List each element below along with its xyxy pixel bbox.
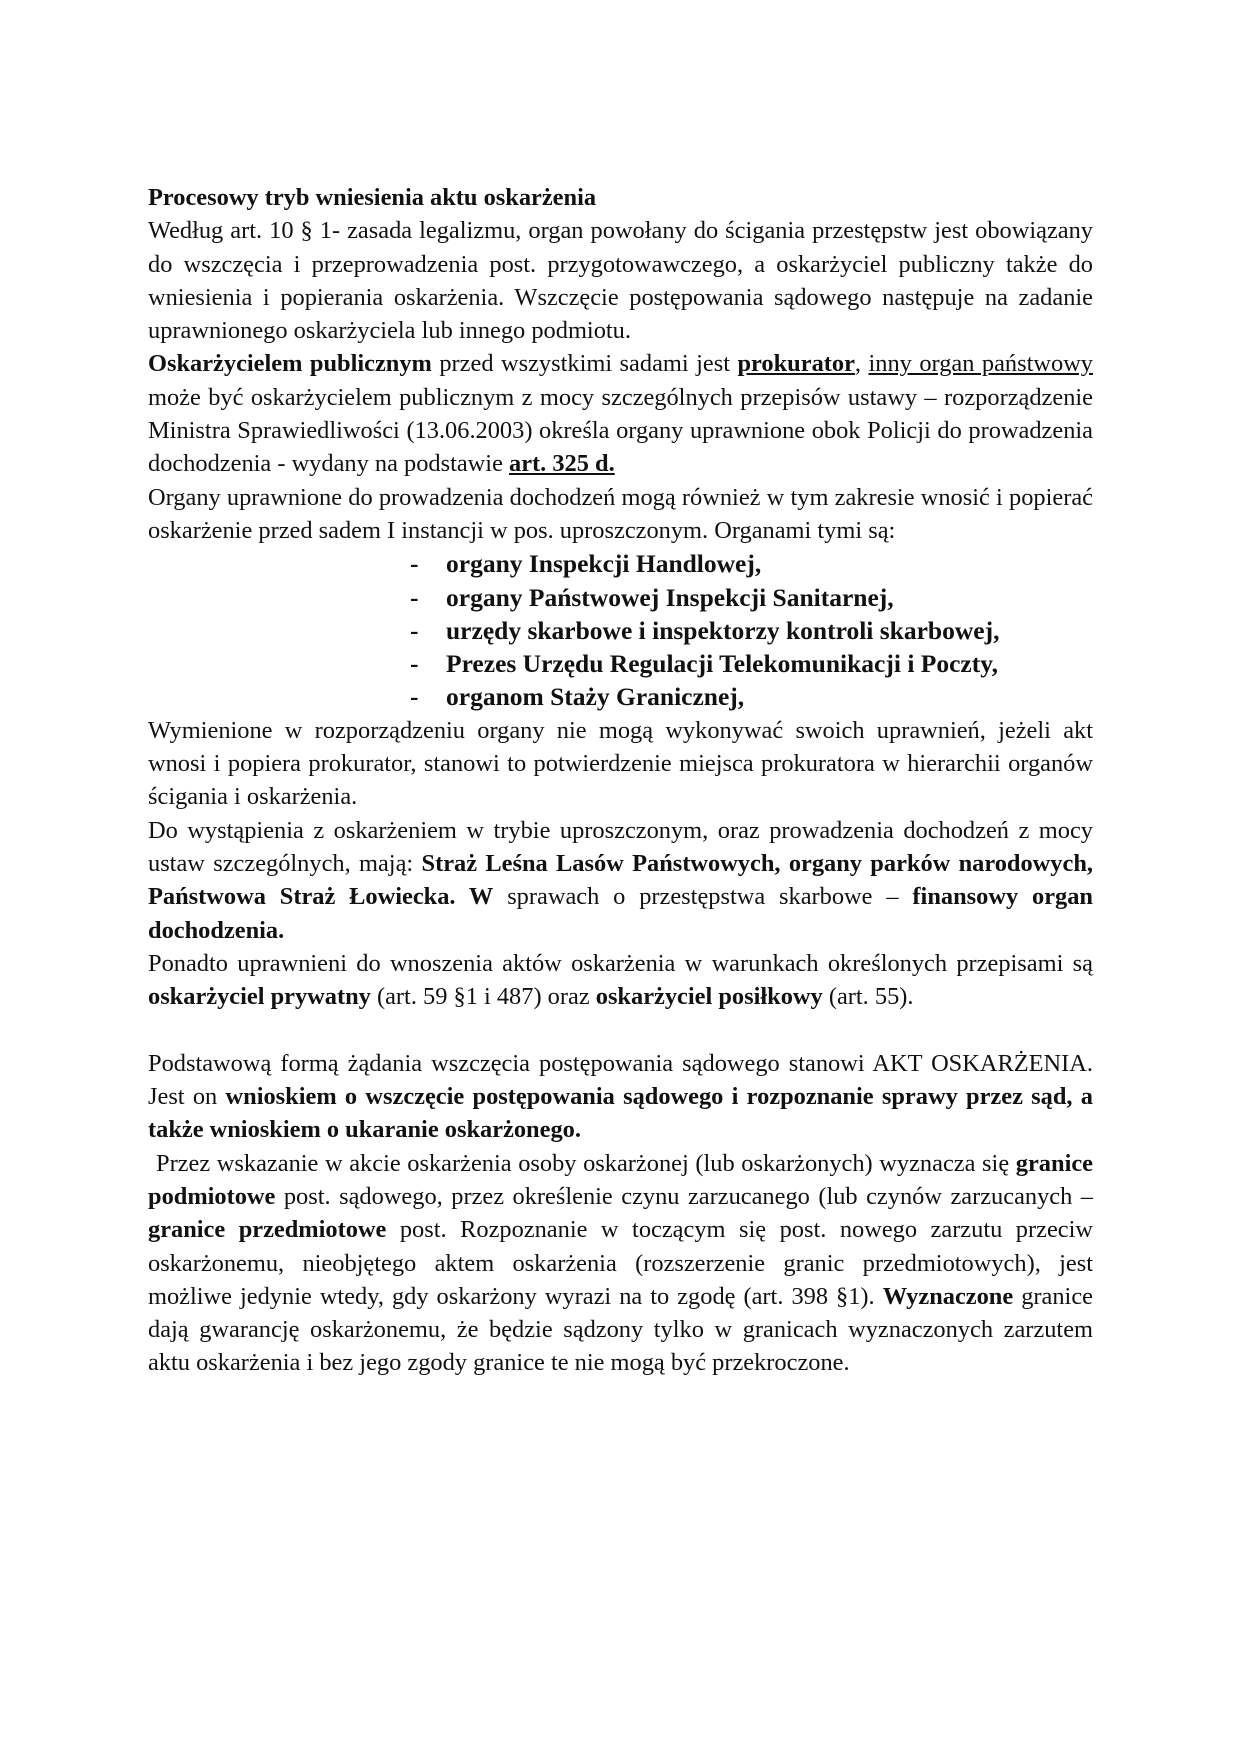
text-run: ,	[854, 350, 869, 378]
paragraph-legalism: Według art. 10 § 1- zasada legalizmu, organ powołany do ścigania przestępstw jest obowiązany do wszczęcia i przeprowadzenia post. przygotowawczego, a oskarżyciel publiczny także do wniesienia i popierania oskarżenia. Wszczęcie postępowania sądowego następuje na zadanie uprawnionego oskarżyciela lub innego podmiotu.	[148, 217, 1093, 345]
document-body	[148, 181, 1093, 1380]
bold-phrase: Wyznaczone	[882, 1282, 1014, 1310]
bold-phrase: Straż Leśna Lasów Państwowych, organy parków narodowych, Państwowa Straż Łowiecka. W	[148, 849, 1093, 911]
bold-phrase: granice przedmiotowe	[148, 1216, 387, 1244]
document-title: Procesowy tryb wniesienia aktu oskarżenia	[148, 184, 597, 211]
text-run: sprawach o przestępstwa skarbowe –	[493, 883, 913, 911]
bold-phrase: finansowy organ dochodzenia.	[148, 883, 1093, 944]
bold-phrase: oskarżyciel prywatny	[148, 983, 371, 1011]
list-item: - urzędy skarbowe i inspektorzy kontroli skarbowej,	[410, 614, 1093, 647]
list-dash: -	[410, 615, 419, 645]
text-run: może być oskarżycielem publicznym z mocy szczególnych przepisów ustawy – rozporządzenie Ministra Sprawiedliwości (13.06.2003) określa organy uprawnione obok Policji do prowadzenia dochodzenia - wydany na podstawie	[148, 383, 1093, 478]
bold-phrase: oskarżyciel posiłkowy	[595, 983, 823, 1011]
text-run: post. sądowego, przez określenie czynu zarzucanego (lub czynów zarzucanych –	[275, 1182, 1093, 1210]
list-dash: -	[410, 682, 419, 712]
text-run: (art. 59 §1 i 487) oraz	[370, 983, 596, 1011]
text-run: przed wszystkimi sadami jest	[431, 350, 738, 378]
text-run: Podstawową formą żądania wszczęcia postępowania sądowego stanowi AKT OSKARŻENIA. Jest on	[148, 1049, 1093, 1111]
text-run: Ponadto uprawnieni do wnoszenia aktów oskarżenia w warunkach określonych przepisami są	[148, 949, 1093, 977]
paragraph-boundaries	[148, 1147, 1093, 1380]
list-dash: -	[410, 549, 419, 579]
bold-phrase: wnioskiem o wszczęcie postępowania sądowego i rozpoznanie sprawy przez sąd, a także wnioskiem o ukaranie oskarżonego.	[148, 1083, 1093, 1144]
underlined-article: art. 325 d.	[509, 450, 615, 478]
paragraph-authorized-organs: Organy uprawnione do prowadzenia dochodzeń mogą również w tym zakresie wnosić i popierać oskarżenie przed sadem I instancji w pos. uproszczonym. Organami tymi są:	[148, 483, 1093, 544]
list-item: - organy Inspekcji Handlowej,	[410, 547, 1093, 580]
bold-phrase: granice podmiotowe	[148, 1149, 1093, 1210]
list-item: - organom Staży Granicznej,	[410, 680, 1093, 713]
list-dash: -	[410, 649, 419, 679]
text-run: Przez wskazanie w akcie oskarżenia osoby oskarżonej (lub oskarżonych) wyznacza się	[156, 1149, 1016, 1177]
paragraph-simplified-procedure	[148, 814, 1093, 947]
text-run: Do wystąpienia z oskarżeniem w trybie uproszczonym, oraz prowadzenia dochodzeń z mocy ustaw szczególnych, mają:	[148, 816, 1093, 877]
list-item: - Prezes Urzędu Regulacji Telekomunikacji i Poczty,	[410, 647, 1093, 680]
list-item: - organy Państwowej Inspekcji Sanitarnej,	[410, 581, 1093, 614]
text-run: post. Rozpoznanie w toczącym się post. nowego zarzutu przeciw oskarżonemu, nieobjętego aktem oskarżenia (rozszerzenie granic przedmiotowych), jest możliwe jedynie wtedy, gdy oskarżony wyrazi na to zgodę (art. 398 §1).	[148, 1216, 1093, 1310]
paragraph-prosecutor-priority: Wymienione w rozporządzeniu organy nie mogą wykonywać swoich uprawnień, jeżeli akt wnosi i popiera prokurator, stanowi to potwierdzenie miejsca prokuratora w hierarchii organów ścigania i oskarżenia.	[148, 716, 1093, 811]
paragraph-private-prosecutor	[148, 947, 1093, 1014]
underlined-prokurator: prokurator	[737, 350, 855, 378]
blank-line	[148, 1013, 1093, 1046]
bold-phrase: Oskarżycielem publicznym	[148, 350, 432, 378]
organs-list	[148, 547, 1093, 713]
paragraph-indictment	[148, 1047, 1093, 1147]
text-run: granice dają gwarancję oskarżonemu, że będzie sądzony tylko w granicach wyznaczonych zarzutem aktu oskarżenia i bez jego zgody granice te nie mogą być przekroczone.	[148, 1282, 1093, 1377]
list-dash: -	[410, 582, 419, 612]
paragraph-public-prosecutor	[148, 347, 1093, 480]
underlined-organ: inny organ państwowy	[868, 350, 1093, 378]
text-run: (art. 55).	[822, 983, 914, 1011]
